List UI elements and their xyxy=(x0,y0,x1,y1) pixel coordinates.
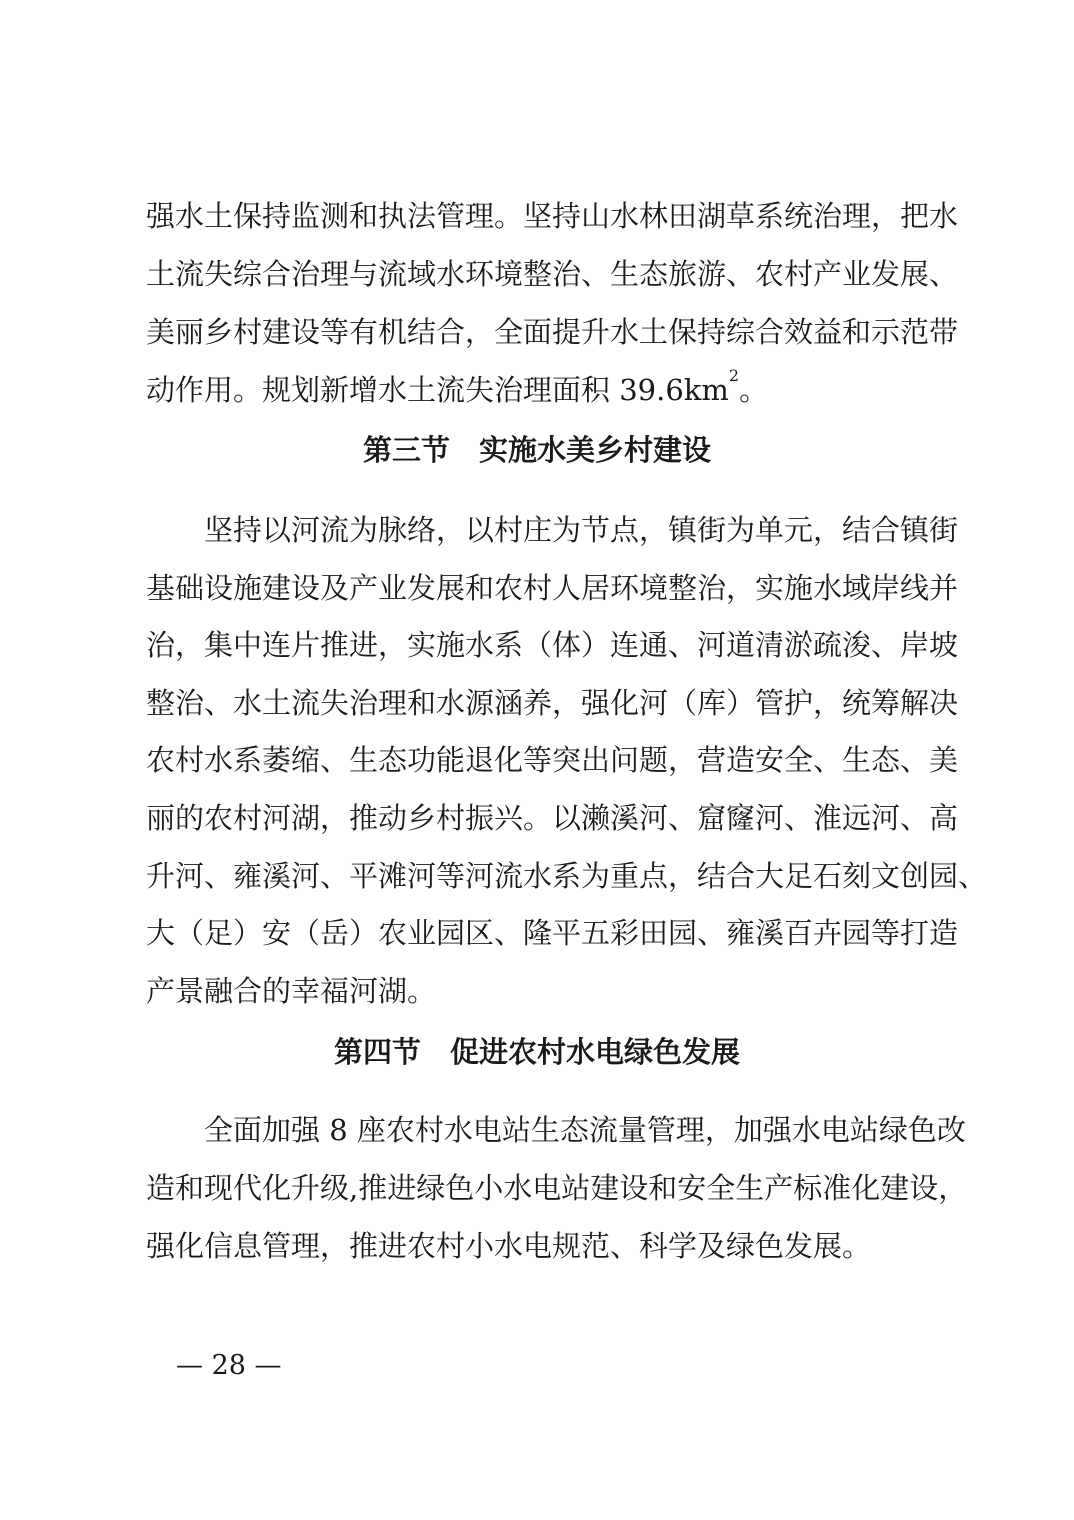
section-3-heading: 第三节 实施水美乡村建设 xyxy=(362,433,711,467)
paragraph-1-line-4-end: 。 xyxy=(739,373,769,407)
section-3-line-7: 升河、雍溪河、平滩河等河流水系为重点，结合大足石刻文创园、 xyxy=(146,859,988,893)
section-4-line-2: 造和现代化升级,推进绿色小水电站建设和安全生产标准化建设， xyxy=(146,1171,968,1205)
paragraph-1-line-2: 土流失综合治理与流域水环境整治、生态旅游、农村产业发展、 xyxy=(146,257,959,291)
section-3-line-9: 产景融合的幸福河湖。 xyxy=(146,974,437,1008)
paragraph-1-line-3: 美丽乡村建设等有机结合，全面提升水土保持综合效益和示范带 xyxy=(146,315,959,349)
paragraph-1-line-4 xyxy=(146,366,946,410)
section-4-heading: 第四节 促进农村水电绿色发展 xyxy=(333,1035,740,1069)
section-4-line-1: 全面加强 8 座农村水电站生态流量管理，加强水电站绿色改 xyxy=(204,1113,966,1147)
paragraph-1-line-1: 强水土保持监测和执法管理。坚持山水林田湖草系统治理，把水 xyxy=(146,199,959,233)
section-3-line-4: 整治、水土流失治理和水源涵养，强化河（库）管护，统筹解决 xyxy=(146,686,959,720)
section-3-line-1: 坚持以河流为脉络，以村庄为节点，镇街为单元，结合镇街 xyxy=(204,513,959,547)
section-3-line-5: 农村水系萎缩、生态功能退化等突出问题，营造安全、生态、美 xyxy=(146,743,959,777)
superscript-exponent: 2 xyxy=(728,366,740,385)
paragraph-1-line-4-text: 动作用。规划新增水土流失治理面积 39.6km xyxy=(146,373,729,407)
section-3-line-6: 丽的农村河湖，推动乡村振兴。以濑溪河、窟窿河、淮远河、高 xyxy=(146,801,959,835)
section-3-line-3: 治，集中连片推进，实施水系（体）连通、河道清淤疏浚、岸坡 xyxy=(146,628,959,662)
section-3-line-8: 大（足）安（岳）农业园区、隆平五彩田园、雍溪百卉园等打造 xyxy=(146,916,959,950)
section-3-line-2: 基础设施建设及产业发展和农村人居环境整治，实施水域岸线并 xyxy=(146,571,959,605)
page-number: — 28 — xyxy=(176,1350,282,1381)
section-4-line-3: 强化信息管理，推进农村小水电规范、科学及绿色发展。 xyxy=(146,1229,872,1263)
